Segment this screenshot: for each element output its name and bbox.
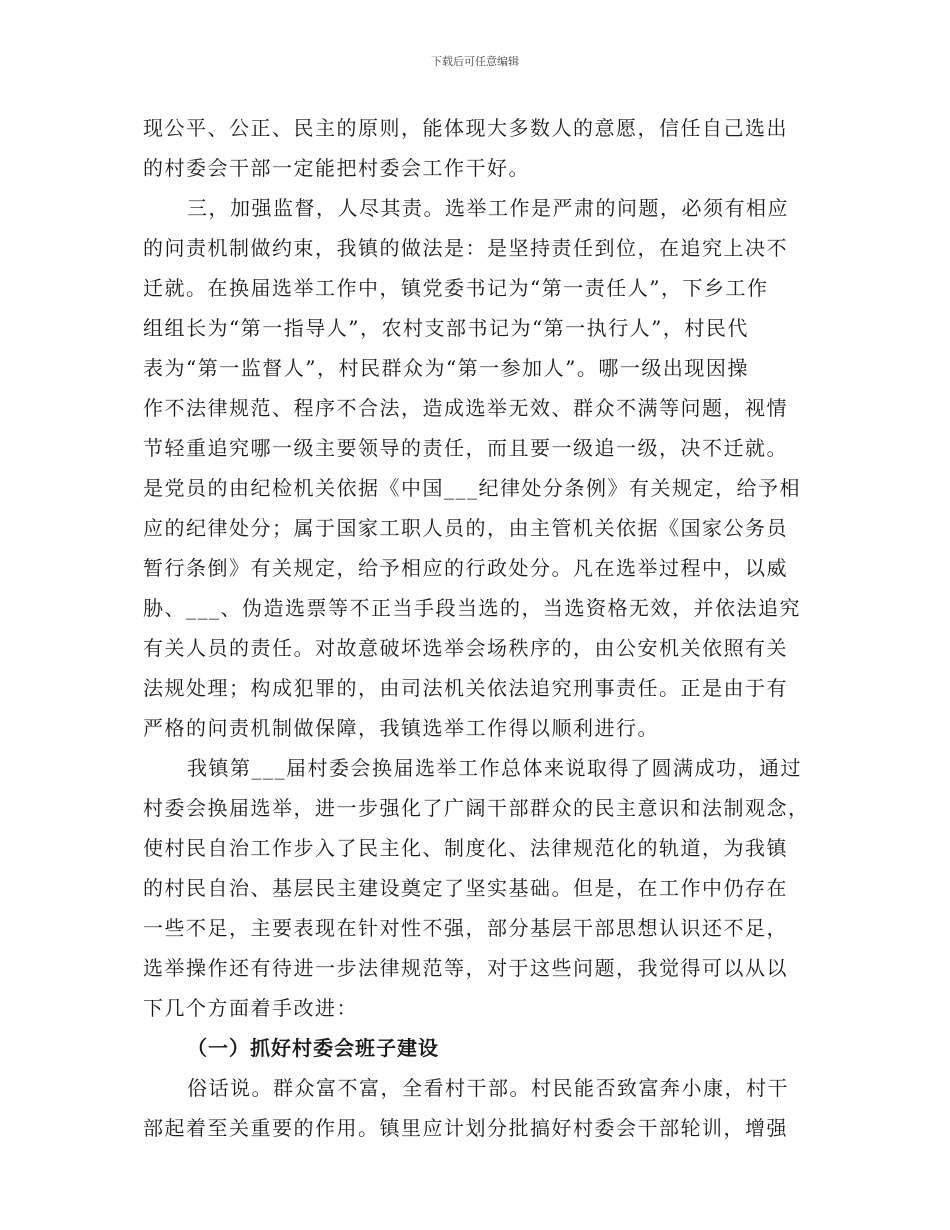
text-line: 的村民自治、基层民主建设奠定了坚实基础。但是，在工作中仍存在 [143, 876, 788, 900]
text-line: 现公平、公正、民主的原则，能体现大多数人的意愿，信任自己选出 [143, 116, 788, 140]
text-line: 使村民自治工作步入了民主化、制度化、法律规范化的轨道，为我镇 [143, 836, 788, 860]
section-heading: （一）抓好村委会班子建设 [187, 1036, 439, 1060]
text-line: 迁就。在换届选举工作中，镇党委书记为“第一责任人”，下乡工作 [143, 276, 769, 300]
document-body [143, 108, 823, 1148]
text-line: 俗话说。群众富不富，全看村干部。村民能否致富奔小康，村干 [187, 1076, 789, 1100]
text-line: 作不法律规范、程序不合法，造成选举无效、群众不满等问题，视情 [143, 396, 788, 420]
text-line: 暂行条倒》有关规定，给予相应的行政处分。凡在选举过程中，以威 [143, 556, 788, 580]
text-line: 是党员的由纪检机关依据《中国___纪律处分条例》有关规定，给予相 [143, 476, 801, 500]
text-line: 胁、___、伪造选票等不正当手段当选的，当选资格无效，并依法追究 [143, 596, 801, 620]
text-line: 的问责机制做约束，我镇的做法是：是坚持责任到位，在追究上决不 [143, 236, 788, 260]
page-header: 下载后可任意编辑 [431, 55, 519, 68]
text-line: 我镇第___届村委会换届选举工作总体来说取得了圆满成功，通过 [187, 756, 802, 780]
text-line: 部起着至关重要的作用。镇里应计划分批搞好村委会干部轮训，增强 [143, 1116, 788, 1140]
text-line: 下几个方面着手改进： [143, 996, 358, 1020]
text-line: 的村委会干部一定能把村委会工作干好。 [143, 156, 530, 180]
text-line: 选举操作还有待进一步法律规范等，对于这些问题，我觉得可以从以 [143, 956, 788, 980]
text-line: 有关人员的责任。对故意破坏选举会场秩序的，由公安机关依照有关 [143, 636, 788, 660]
text-line: 三，加强监督，人尽其责。选举工作是严肃的问题，必须有相应 [187, 196, 789, 220]
text-line: 表为“第一监督人”，村民群众为“第一参加人”。哪一级出现因操 [143, 356, 749, 380]
text-line: 组组长为“第一指导人”，农村支部书记为“第一执行人”，村民代 [143, 316, 749, 340]
text-line: 节轻重追究哪一级主要领导的责任，而且要一级追一级，决不迁就。 [143, 436, 788, 460]
text-line: 一些不足，主要表现在针对性不强，部分基层干部思想认识还不足， [143, 916, 788, 940]
text-line: 应的纪律处分；属于国家工职人员的，由主管机关依据《国家公务员 [143, 516, 788, 540]
text-line: 严格的问责机制做保障，我镇选举工作得以顺利进行。 [143, 716, 659, 740]
text-line: 村委会换届选举，进一步强化了广阔干部群众的民主意识和法制观念， [143, 796, 810, 820]
text-line: 法规处理；构成犯罪的，由司法机关依法追究刑事责任。正是由于有 [143, 676, 788, 700]
